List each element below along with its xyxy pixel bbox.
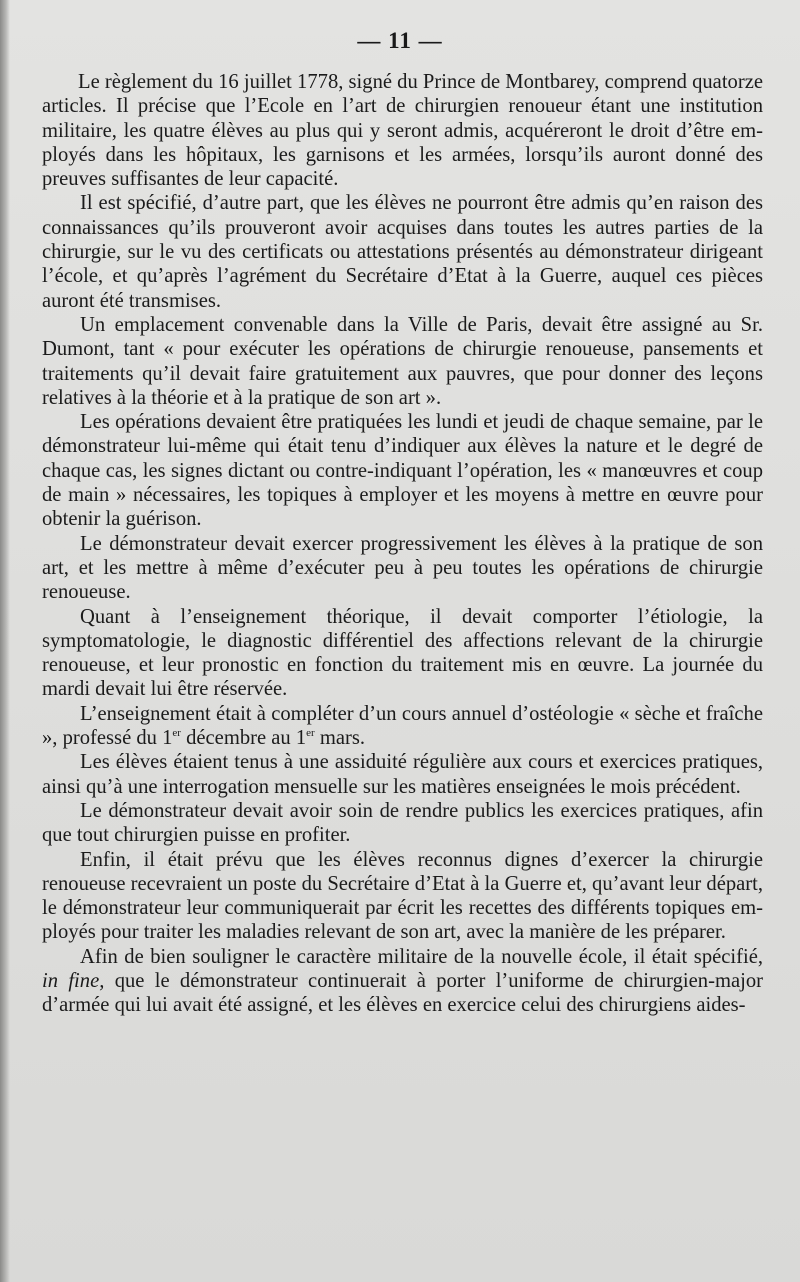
- paragraph-1: Le règlement du 16 juillet 1778, signé du Prince de Montbarey, comprend quatorze articles. Il précise que l’Ecole en l’art de chirurgien renoueur étant une institution militaire, les quatre élèves au plus qui y seront admis, acquéreront le droit d’être employés dans les hôpitaux, les garnisons et les armées, lorsqu’ils auront donné des preuves suffisantes de leur capacité.: [42, 71, 763, 191]
- paragraph-7-text-a: L’enseignement était à compléter d’un cours annuel d’ostéologie « sèche et fraîche », professé du 1: [42, 702, 763, 750]
- paragraph-11-text-b: que le démonstrateur continuerait à porter l’uniforme de chirurgien-major d’armée qui lui avait été assigné, et les élèves en exercice celui des chirurgiens aides-: [42, 969, 763, 1017]
- paragraph-9: Le démonstrateur devait avoir soin de rendre publics les exercices pratiques, afin que tout chirurgien puisse en profiter.: [42, 799, 763, 847]
- paragraph-4: Les opérations devaient être pratiquées les lundi et jeudi de chaque semaine, par le démonstrateur lui-même qui était tenu d’indiquer aux élèves la nature et le degré de chaque cas, les signes dictant ou contre-indiquant l’opération, les « manœuvres et coup de main » nécessaires, les topiques à employer et les moyens à mettre en œuvre pour obtenir la guérison.: [42, 411, 763, 531]
- paragraph-5: Le démonstrateur devait exercer progressivement les élèves à la pratique de son art, et les mettre à même d’exécuter peu à peu toutes les opérations de chirurgie renoueuse.: [42, 532, 763, 604]
- ordinal-superscript: er: [172, 727, 181, 740]
- paragraph-10: Enfin, il était prévu que les élèves reconnus dignes d’exercer la chirurgie renoueuse recevraient un poste du Secrétaire d’Etat à la Guerre et, qu’avant leur départ, le démonstrateur leur communiquerait par écrit les recettes des différents topiques employés pour traiter les maladies relevant de son art, avec la manière de les préparer.: [42, 848, 764, 944]
- paragraph-8: Les élèves étaient tenus à une assiduité régulière aux cours et exercices pratiques, ainsi qu’à une interrogation mensuelle sur les matières enseignées le mois précédent.: [42, 751, 763, 798]
- paragraph-3: Un emplacement convenable dans la Ville de Paris, devait être assigné au Sr. Dumont, tant « pour exécuter les opérations de chirurgie renoueuse, pansements et traitements qu’il devait faire gratuitement aux pauvres, que pour donner des leçons relatives à la théorie et à la pratique de son art ».: [42, 313, 763, 409]
- ordinal-superscript: er: [306, 727, 315, 740]
- body-text: [42, 70, 763, 1018]
- paragraph-11: [42, 945, 763, 1018]
- page-edge-shadow: [0, 0, 10, 1282]
- page-number: — 11 —: [357, 28, 443, 53]
- latin-phrase: in fine,: [42, 969, 105, 992]
- paragraph-6: Quant à l’enseignement théorique, il devait comporter l’étiologie, la symptomatologie, le diagnostic différentiel des affections relevant de la chirurgie renoueuse, et leur pronostic en fonction du traitement mis en œuvre. La journée du mardi devait lui être réservée.: [42, 605, 763, 701]
- paragraph-7-text-b: décembre au 1: [180, 727, 307, 750]
- paragraph-7: [42, 702, 763, 751]
- paragraph-2: Il est spécifié, d’autre part, que les élèves ne pourront être admis qu’en raison des connaissances qu’ils prouveront avoir acquises dans toutes les autres parties de la chirurgie, sur le vu des certificats ou attestations présentés au démonstrateur dirigeant l’école, et qu’après l’agrément du Secrétaire d’Etat à la Guerre, auquel ces pièces auront été transmises.: [42, 192, 763, 312]
- paragraph-11-text-a: Afin de bien souligner le caractère militaire de la nouvelle école, il était spécifié,: [80, 945, 763, 968]
- paragraph-7-text-c: mars.: [314, 727, 366, 750]
